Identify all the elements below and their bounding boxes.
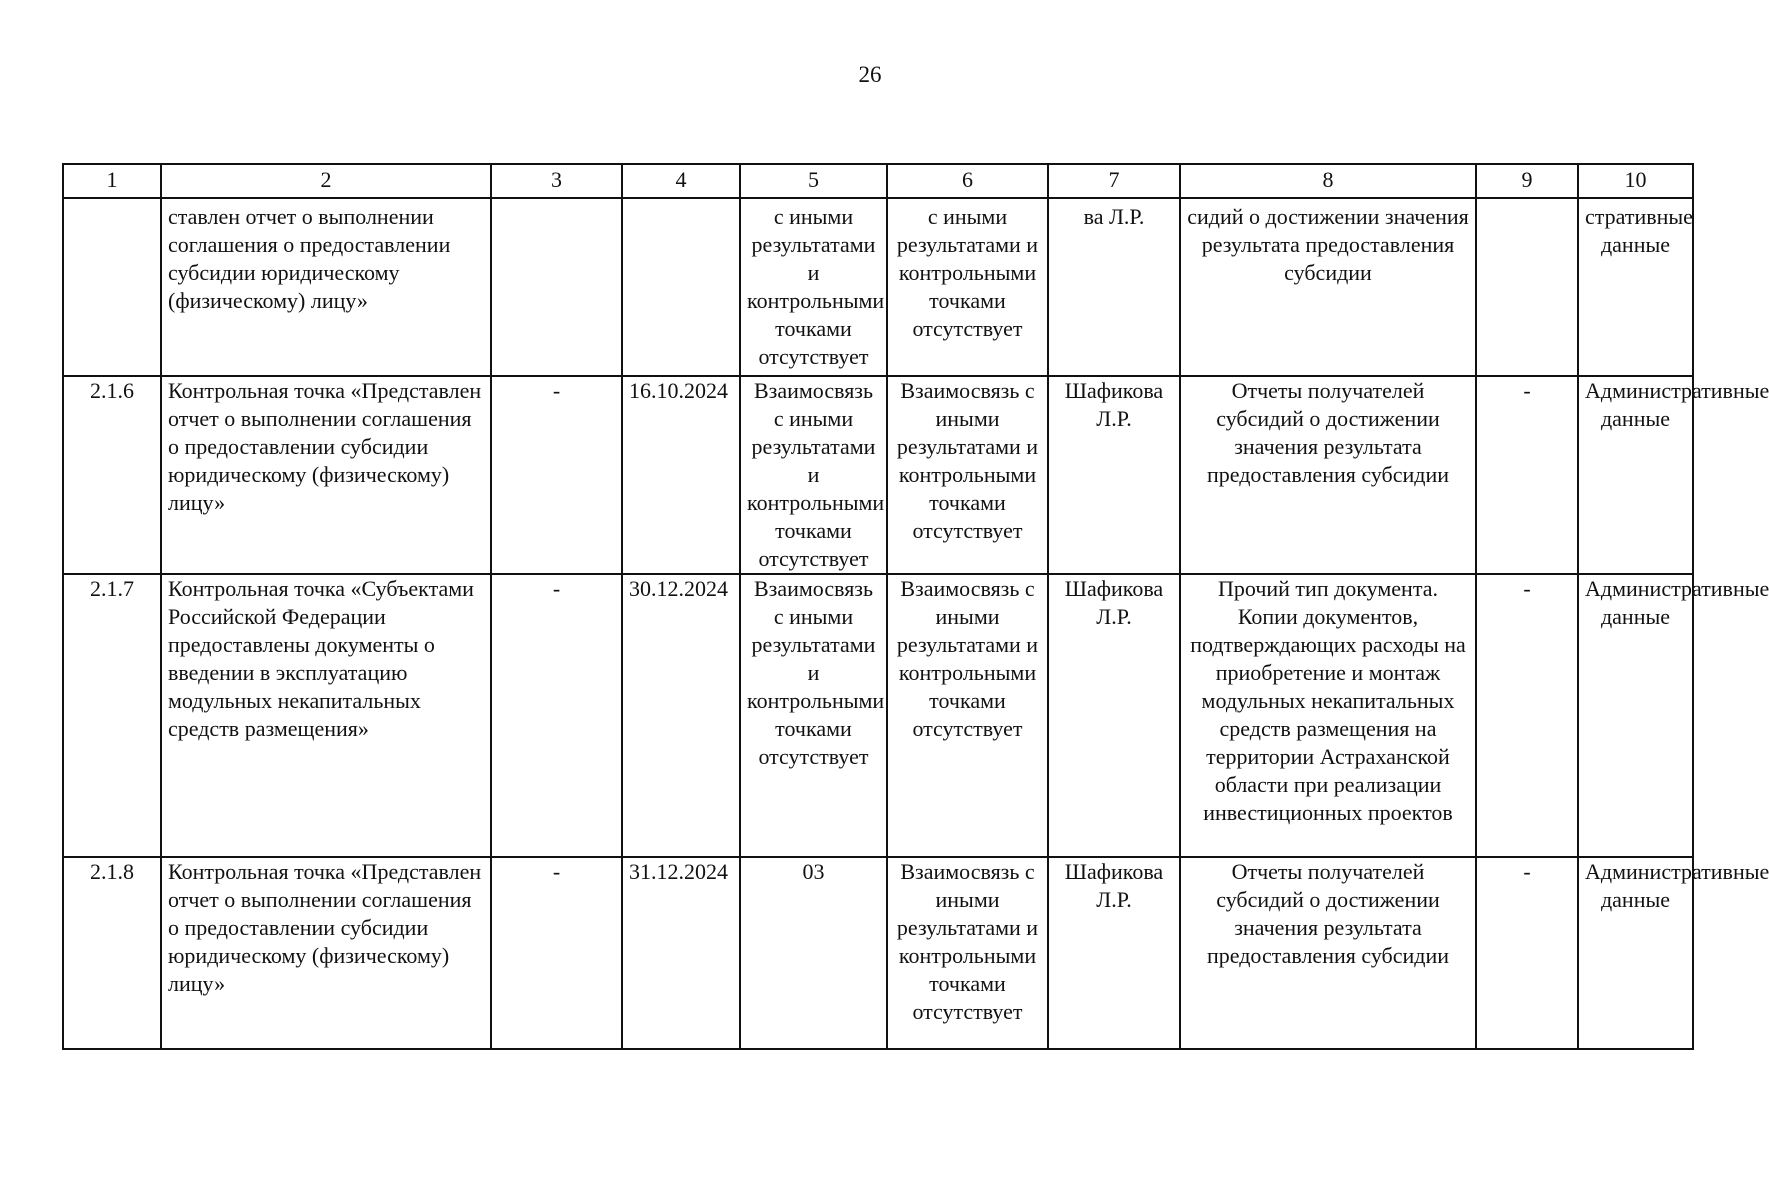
col3-cell: - — [491, 574, 622, 857]
document-cell: сидий о достижении значения результата предоставления субсидии — [1180, 198, 1476, 376]
responsible-cell: Шафикова Л.Р. — [1048, 574, 1180, 857]
col5-cell: Взаимосвязь с иными результатами и контрольными точками отсутствует — [740, 376, 887, 574]
col5-cell: Взаимосвязь с иными результатами и контрольными точками отсутствует — [740, 574, 887, 857]
col6-cell: Взаимосвязь с иными результатами и контрольными точками отсутствует — [887, 376, 1048, 574]
col9-cell: - — [1476, 857, 1578, 1049]
row-number-cell — [63, 198, 161, 376]
header-cell-7: 7 — [1048, 164, 1180, 198]
responsible-cell: Шафикова Л.Р. — [1048, 857, 1180, 1049]
col5-cell: 03 — [740, 857, 887, 1049]
table-row — [63, 857, 1693, 1049]
col3-cell: - — [491, 376, 622, 574]
header-cell-3: 3 — [491, 164, 622, 198]
name-cell: Контрольная точка «Субъектами Российской Федерации предоставлены документы о введении в эксплуатацию модульных некапитальных средств размещения» — [161, 574, 491, 857]
header-cell-1: 1 — [63, 164, 161, 198]
responsible-cell: ва Л.Р. — [1048, 198, 1180, 376]
name-cell: Контрольная точка «Представлен отчет о выполнении соглашения о предоставлении субсидии юридическому (физическому) лицу» — [161, 376, 491, 574]
header-cell-5: 5 — [740, 164, 887, 198]
document-cell: Отчеты получателей субсидий о достижении значения результата предоставления субсидии — [1180, 857, 1476, 1049]
control-points-table — [62, 163, 1769, 1050]
header-cell-4: 4 — [622, 164, 740, 198]
date-cell: 30.12.2024 — [622, 574, 740, 857]
page-number: 26 — [858, 62, 882, 87]
col9-cell: - — [1476, 376, 1578, 574]
table-row — [63, 574, 1693, 857]
date-cell — [622, 198, 740, 376]
header-cell-8: 8 — [1180, 164, 1476, 198]
col9-cell: - — [1476, 574, 1578, 857]
header-cell-9: 9 — [1476, 164, 1578, 198]
col9-cell — [1476, 198, 1578, 376]
name-cell: ставлен отчет о выполнении соглашения о предоставлении субсидии юридическому (физическому) лицу» — [161, 198, 491, 376]
header-cell-10: 10 — [1578, 164, 1693, 198]
table-row — [63, 376, 1693, 574]
document-cell: Прочий тип документа. Копии документов, подтверждающих расходы на приобретение и монтаж модульных некапитальных средств размещения на территории Астраханской области при реализации инвестиционных проектов — [1180, 574, 1476, 857]
row-number-cell: 2.1.7 — [63, 574, 161, 857]
table-row — [63, 198, 1693, 376]
source-cell: Административные данные — [1578, 376, 1693, 574]
col6-cell: Взаимосвязь с иными результатами и контрольными точками отсутствует — [887, 857, 1048, 1049]
col5-cell: с иными результатами и контрольными точками отсутствует — [740, 198, 887, 376]
header-cell-6: 6 — [887, 164, 1048, 198]
name-cell: Контрольная точка «Представлен отчет о выполнении соглашения о предоставлении субсидии юридическому (физическому) лицу» — [161, 857, 491, 1049]
header-cell-2: 2 — [161, 164, 491, 198]
responsible-cell: Шафикова Л.Р. — [1048, 376, 1180, 574]
date-cell: 31.12.2024 — [622, 857, 740, 1049]
col6-cell: Взаимосвязь с иными результатами и контрольными точками отсутствует — [887, 574, 1048, 857]
col3-cell — [491, 198, 622, 376]
source-cell: стративные данные — [1578, 198, 1693, 376]
source-cell: Административные данные — [1578, 857, 1693, 1049]
col3-cell: - — [491, 857, 622, 1049]
row-number-cell: 2.1.6 — [63, 376, 161, 574]
col6-cell: с иными результатами и контрольными точками отсутствует — [887, 198, 1048, 376]
document-cell: Отчеты получателей субсидий о достижении значения результата предоставления субсидии — [1180, 376, 1476, 574]
row-number-cell: 2.1.8 — [63, 857, 161, 1049]
date-cell: 16.10.2024 — [622, 376, 740, 574]
header-row — [63, 164, 1693, 198]
source-cell: Административные данные — [1578, 574, 1693, 857]
